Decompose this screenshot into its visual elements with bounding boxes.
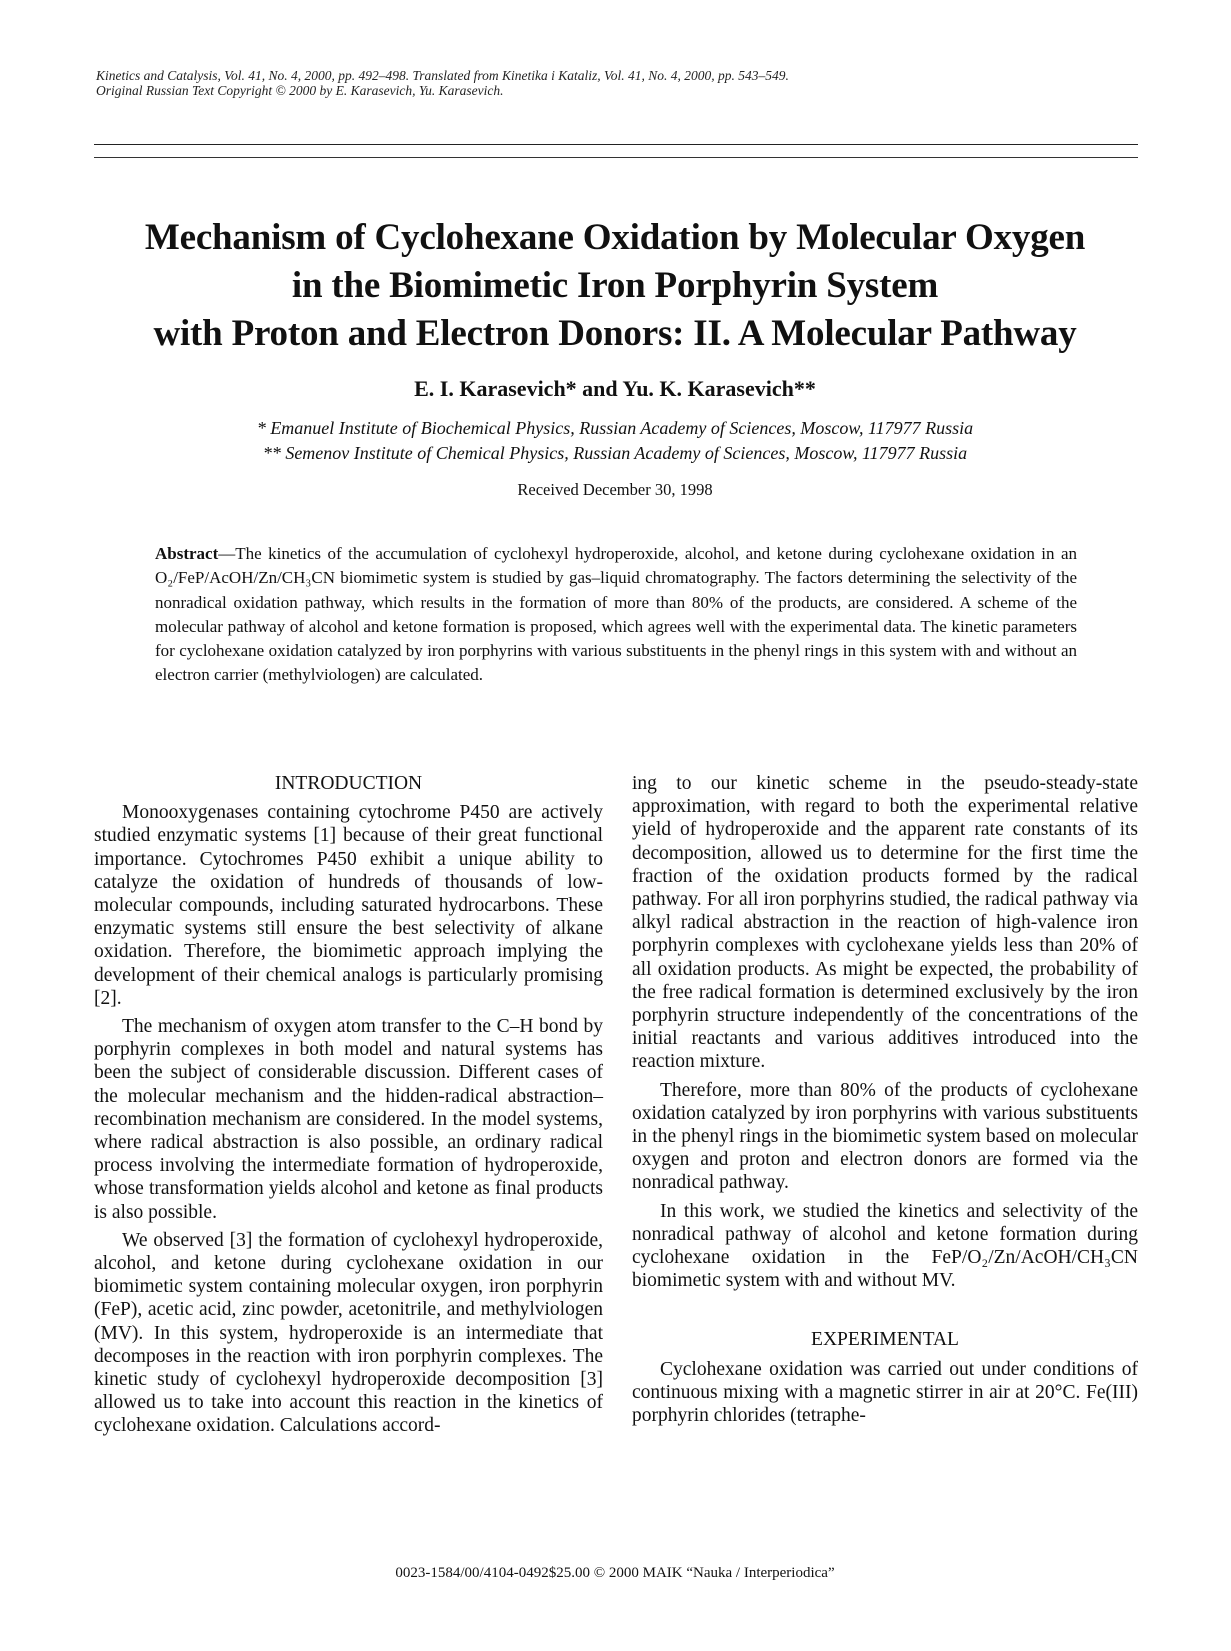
running-header: [96, 68, 789, 98]
header-rule-thick: [94, 144, 1138, 145]
article-title: [80, 214, 1150, 358]
title-line-1: Mechanism of Cyclohexane Oxidation by Molecular Oxygen: [144, 217, 1086, 258]
abstract-label: Abstract: [155, 544, 219, 563]
header-copyright: Original Russian Text Copyright © 2000 by E. Karasevich, Yu. Karasevich.: [96, 83, 504, 98]
authors: E. I. Karasevich* and Yu. K. Karasevich**: [414, 376, 816, 401]
paragraph: We observed [3] the formation of cyclohexyl hydroperoxide, alcohol, and ketone during cyclohexane oxidation in our biomimetic system containing molecular oxygen, iron porphyrin (FeP), acetic acid, zinc powder, acetonitrile, and methylviologen (MV). In this system, hydroperoxide is an intermediate that decomposes in the reaction with iron porphyrin complexes. The kinetic study of cyclohexyl hydroperoxide decomposition [3] allowed us to take into account this reaction in the kinetics of cyclohexane oxidation. Calculations accord-: [94, 1229, 603, 1437]
section-heading-introduction: INTRODUCTION: [274, 773, 423, 794]
affiliation-2: ** Semenov Institute of Chemical Physics, Russian Academy of Sciences, Moscow, 117977 Russia: [262, 443, 968, 463]
received-date: Received December 30, 1998: [517, 480, 713, 499]
affiliations: [80, 416, 1150, 466]
paragraph-continued: ing to our kinetic scheme in the pseudo-steady-state approximation, with regard to both the experimental relative yield of hydroperoxide and the apparent rate constants of its decomposition, allowed us to determine for the first time the fraction of the oxidation products formed by the radical pathway. For all iron porphyrins studied, the radical pathway via alkyl radical abstraction in the reaction of high-valence iron porphyrin complexes with cyclohexane yields less than 20% of all oxidation products. As might be expected, the probability of the free radical formation is determined exclusively by the iron porphyrin structure independently of the concentrations of the initial reactants and various additives introduced into the reaction mixture.: [632, 773, 1138, 1073]
header-rule-thin: [94, 157, 1138, 158]
paragraph: Monooxygenases containing cytochrome P450 are actively studied enzymatic systems [1] because of their great functional importance. Cytochromes P450 exhibit a unique ability to catalyze the oxidation of hundreds of thousands of low-molecular compounds, including saturated hydrocarbons. These enzymatic systems still ensure the best selectivity of alkane oxidation. Therefore, the biomimetic approach implying the development of their chemical analogs is particularly promising [2].: [94, 802, 603, 1009]
paragraph: The mechanism of oxygen atom transfer to the C–H bond by porphyrin complexes in both model and natural systems has been the subject of considerable discussion. Different cases of the molecular mechanism and the hidden-radical abstraction–recombination mechanism are considered. In the model systems, where radical abstraction is also possible, an ordinary radical process involving the intermediate formation of hydroperoxide, whose transformation yields alcohol and ketone as final products is also possible.: [94, 1016, 603, 1223]
paragraph: In this work, we studied the kinetics and selectivity of the nonradical pathway of alcohol and ketone formation during cyclohexane oxidation in the FeP/O₂/Zn/AcOH/CH₃CN biomimetic system with and without MV.: [632, 1200, 1138, 1292]
header-citation: Kinetics and Catalysis, Vol. 41, No. 4, 2000, pp. 492–498. Translated from Kinetika i Kataliz, Vol. 41, No. 4, 2000, pp. 543–549.: [96, 68, 789, 83]
abstract: [155, 542, 1077, 688]
affiliation-1: * Emanuel Institute of Biochemical Physics, Russian Academy of Sciences, Moscow, 117977 Russia: [256, 418, 974, 438]
paragraph: Cyclohexane oxidation was carried out under conditions of continuous mixing with a magnetic stirrer in air at 20°C. Fe(III) porphyrin chlorides (tetraphe-: [632, 1358, 1138, 1427]
section-heading-experimental: EXPERIMENTAL: [811, 1329, 959, 1351]
title-line-2: in the Biomimetic Iron Porphyrin System: [291, 265, 939, 306]
left-column: [94, 772, 603, 1443]
paragraph: Therefore, more than 80% of the products of cyclohexane oxidation catalyzed by iron porphyrins with various substituents in the phenyl rings in the biomimetic system based on molecular oxygen and proton and electron donors are formed via the nonradical pathway.: [632, 1079, 1138, 1194]
abstract-text: —The kinetics of the accumulation of cyclohexyl hydroperoxide, alcohol, and ketone during cyclohexane oxidation in an O₂/FeP/AcOH/Zn/CH₃CN biomimetic system is studied by gas–liquid chromatography. The factors determining the selectivity of the nonradical oxidation pathway, which results in the formation of more than 80% of the products, are considered. A scheme of the molecular pathway of alcohol and ketone formation is proposed, which agrees well with the experimental data. The kinetic parameters for cyclohexane oxidation catalyzed by iron porphyrins with various substituents in the phenyl rings in this system with and without an electron carrier (methylviologen) are calculated.: [155, 544, 1077, 685]
footer-copyright: 0023-1584/00/4104-0492$25.00 © 2000 MAIK “Nauka / Interperiodica”: [395, 1565, 835, 1581]
right-column: [632, 772, 1138, 1432]
title-line-3: with Proton and Electron Donors: II. A Molecular Pathway: [153, 313, 1077, 354]
